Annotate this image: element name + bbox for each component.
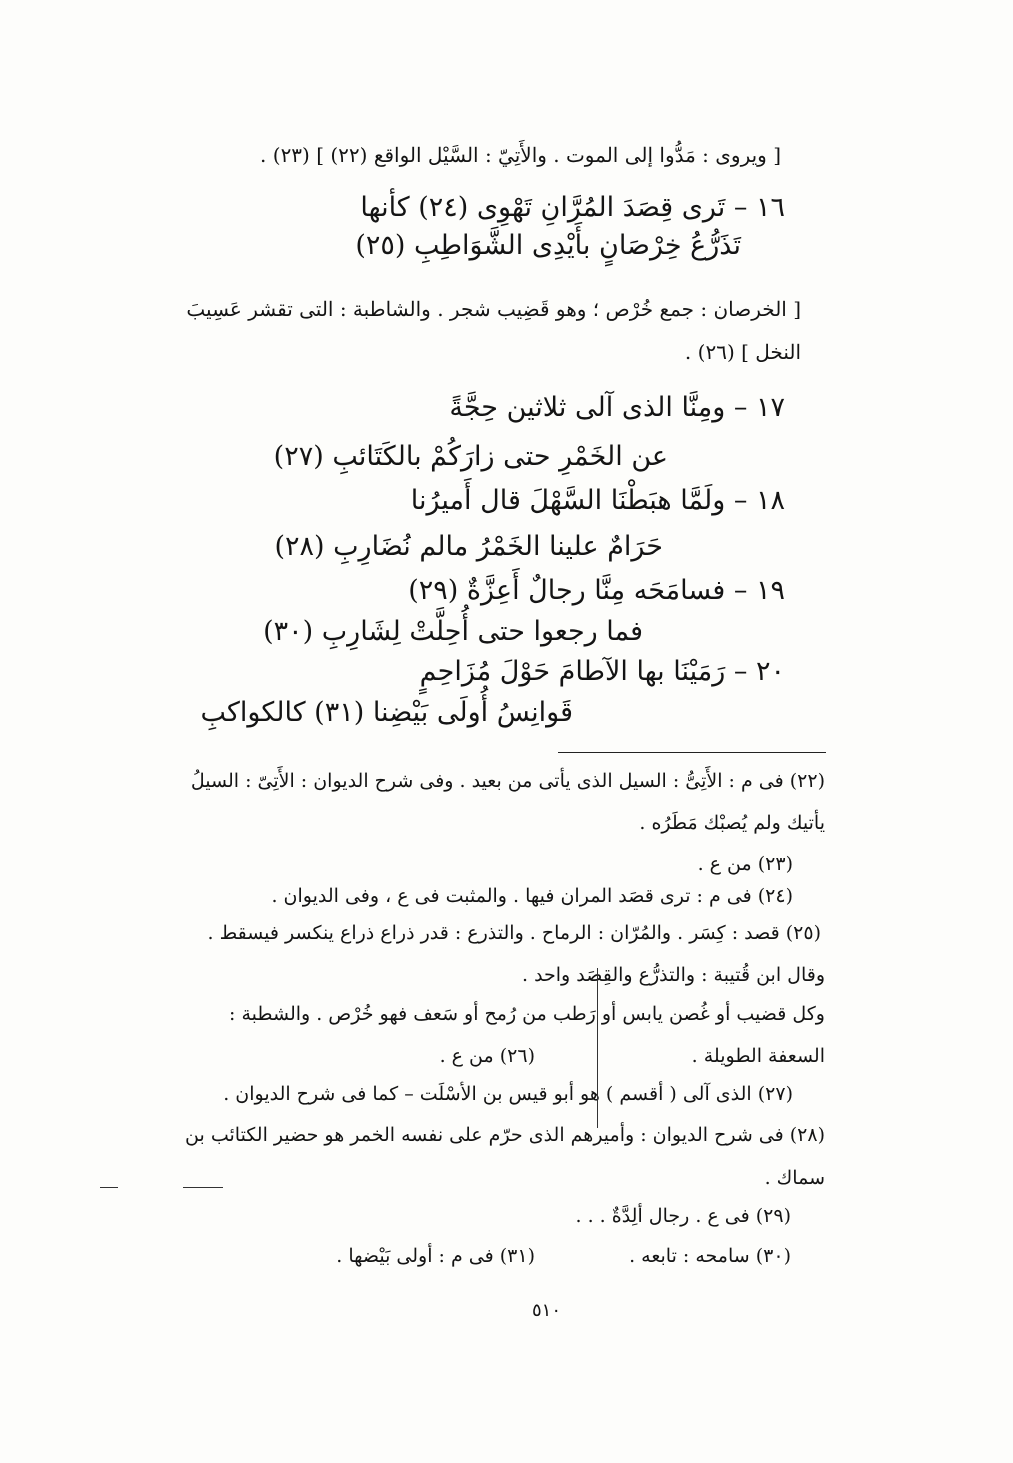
footnote-24: (٢٤) فى م : ترى قصَد المران فيها . والمثبت فى ع ، وفى الديوان . <box>271 885 793 907</box>
footnote-30: (٣٠) سامحه : تابعه . <box>629 1245 791 1267</box>
page-number: ٥١٠ <box>532 1300 562 1321</box>
verse-16-second-hemistich: تَذَرُّعُ خِرْصَانٍ بأَيْدِى الشَّوَاطِبِ (٢٥) <box>355 230 741 261</box>
footnote-separator <box>558 752 826 753</box>
footnote-23: (٢٣) من ع . <box>697 853 793 875</box>
scan-artifact-dash-middle <box>183 1187 223 1188</box>
footnote-22-line-1: (٢٢) فى م : الأَتِىُّ : السيل الذى يأتى من بعيد . وفى شرح الديوان : الأَتِىّ : السيلُ <box>190 770 825 792</box>
footnote-25-line-1: (٢٥) قصد : كِسَر . والمُرّان : الرماح . والتذرع : قدر ذراع ذراع ينكسر فيسقط . <box>207 922 821 944</box>
footnote-28-line-1: (٢٨) فى شرح الديوان : وأميرهم الذى حرّم على نفسه الخمر هو حضير الكتائب بن <box>185 1124 825 1146</box>
gloss-verse-16-line-1: [ الخرصان : جمع خُرْص ؛ وهو قَضِيب شجر . والشاطبة : التى تقشر عَسِيبَ <box>186 297 801 321</box>
footnote-31: (٣١) فى م : أولى بَيْضها . <box>336 1245 535 1267</box>
gloss-top: [ ويروى : مَدُّوا إلى الموت . والأَتِيّ : السَّيْل الواقع (٢٢) ] (٢٣) . <box>260 143 781 167</box>
footnote-25-line-4: السعفة الطويلة . <box>691 1045 825 1067</box>
scan-artifact-vertical-line <box>597 968 598 1128</box>
gloss-verse-16-line-2: النخل ] (٢٦) . <box>684 340 801 364</box>
scan-artifact-dash-left <box>100 1187 118 1188</box>
footnote-26: (٢٦) من ع . <box>439 1045 535 1067</box>
footnote-28-line-2: سماك . <box>764 1167 825 1189</box>
footnote-25-line-2: وقال ابن قُتيبة : والتذرُّع والقِصَد واحد . <box>521 964 825 986</box>
verse-18-second-hemistich: حَرَامٌ علينا الخَمْرُ مالم نُضَارِبِ (٢٨) <box>274 531 663 562</box>
footnote-22-line-2: يأتيك ولم يُصبْك مَطَرُه . <box>639 812 825 834</box>
verse-18-first-hemistich: ١٨ – ولَمَّا هبَطْنَا السَّهْلَ قال أَميرُنا <box>410 485 785 516</box>
verse-17-first-hemistich: ١٧ – ومِنَّا الذى آلى ثلاثين حِجَّةً <box>449 392 785 423</box>
verse-20-second-hemistich: قَوانِسُ أُولَى بَيْضِنا (٣١) كالكواكبِ <box>200 697 573 728</box>
footnote-25-line-3: وكل قضيب أو غُصن يابس أو رَطب من رُمح أو سَعف فهو خُرْص . والشطبة : <box>229 1003 825 1025</box>
verse-17-second-hemistich: عن الخَمْرِ حتى زارَكُمْ بالكَتَائبِ (٢٧) <box>273 441 668 472</box>
verse-20-first-hemistich: ٢٠ – رَمَيْنَا بها الآطامَ حَوْلَ مُزَاحِمٍ <box>419 656 785 687</box>
verse-19-second-hemistich: فما رجعوا حتى أُحِلَّتْ لِشَارِبِ (٣٠) <box>263 616 643 647</box>
verse-19-first-hemistich: ١٩ – فسامَحَه مِنَّا رجالٌ أَعِزَّةٌ (٢٩) <box>408 575 785 606</box>
footnote-27: (٢٧) الذى آلى ( أقسم ) هو أبو قيس بن الأسْلَت – كما فى شرح الديوان . <box>223 1083 793 1105</box>
footnote-29: (٢٩) فى ع . رجال ألِدَّةٌ . . . <box>575 1205 791 1227</box>
verse-16-first-hemistich: ١٦ – تَرى قِصَدَ المُرَّانِ تَهْوِى (٢٤) كأنها <box>360 192 785 223</box>
